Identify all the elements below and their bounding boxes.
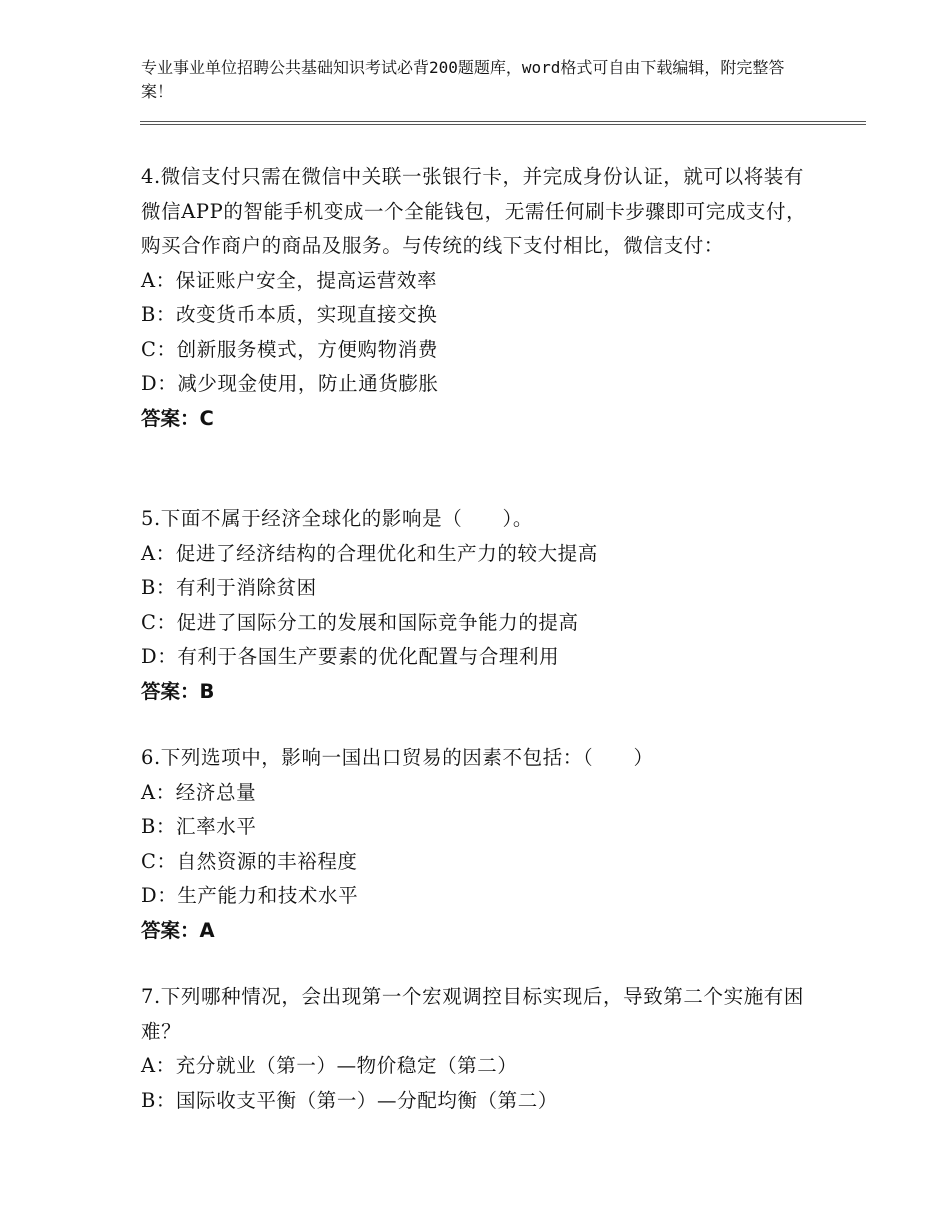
option-b: B：汇率水平 [141,815,257,838]
question-5 [141,502,821,709]
question-stem: 7.下列哪种情况，会出现第一个宏观调控目标实现后，导致第二个实施有困难？ [141,985,805,1043]
option-c: C：创新服务模式，方便购物消费 [141,337,438,361]
option-d: D：生产能力和技术水平 [141,884,359,907]
question-4 [141,160,821,436]
option-b: B：国际收支平衡（第一）—分配均衡（第二） [141,1088,558,1112]
option-a: A：保证账户安全，提高运营效率 [141,268,438,292]
question-stem: 5.下面不属于经济全球化的影响是（ ）。 [141,507,533,530]
option-d: D：有利于各国生产要素的优化配置与合理利用 [141,645,560,668]
option-a: A：促进了经济结构的合理优化和生产力的较大提高 [141,541,598,565]
option-c: C：促进了国际分工的发展和国际竞争能力的提高 [141,610,579,634]
answer: 答案：A [141,918,215,942]
question-stem: 4.微信支付只需在微信中关联一张银行卡，并完成身份认证，就可以将装有微信APP的智能手机变成一个全能钱包，无需任何刷卡步骤即可完成支付，购买合作商户的商品及服务。与传统的线下支付相比，微信支付： [141,165,807,257]
question-stem: 6.下列选项中，影响一国出口贸易的因素不包括：（ ） [141,746,654,769]
option-a: A：充分就业（第一）—物价稳定（第二） [141,1054,518,1077]
header-divider [140,124,866,125]
option-b: B：有利于消除贫困 [141,576,317,599]
option-b: B：改变货币本质，实现直接交换 [141,303,438,326]
question-7 [141,980,821,1118]
header-divider [140,121,866,122]
answer: 答案：B [141,679,215,703]
option-a: A：经济总量 [141,780,257,804]
option-d: D：减少现金使用，防止通货膨胀 [141,372,439,395]
option-c: C：自然资源的丰裕程度 [141,849,358,873]
question-6 [141,741,821,948]
document-header: 专业事业单位招聘公共基础知识考试必背200题题库，word格式可自由下载编辑，附完整答案！ [141,58,785,101]
answer: 答案：C [141,406,214,430]
